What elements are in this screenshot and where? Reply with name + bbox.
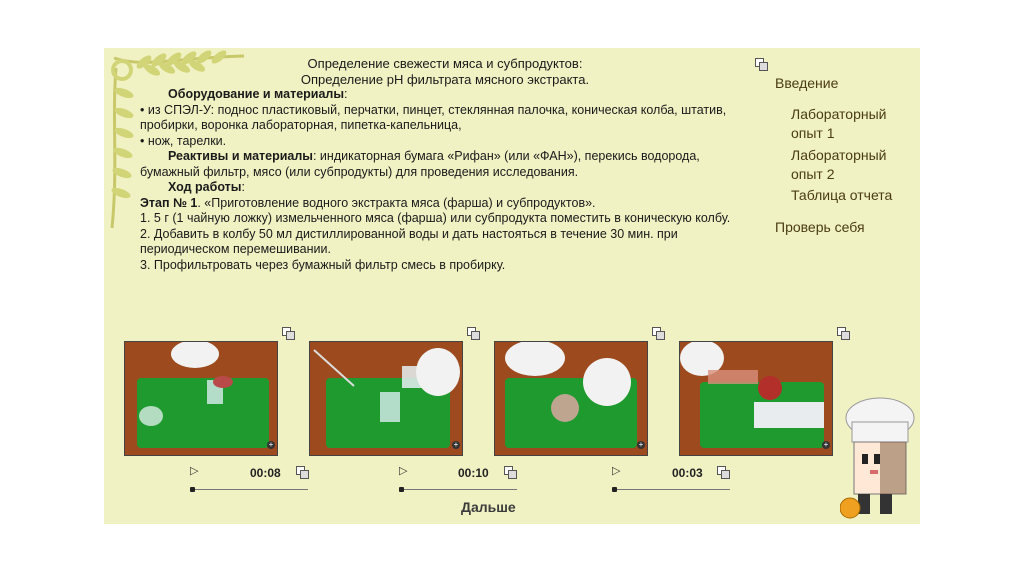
seek-knob[interactable]	[612, 487, 617, 492]
equipment-section: Оборудование и материалы:	[168, 87, 348, 101]
expand-icon[interactable]: +	[453, 440, 459, 449]
copy-icon[interactable]	[652, 327, 665, 340]
step-2: 2. Добавить в колбу 50 мл дистиллированной воды и дать настояться в течение 30 мин. при периодическом перемешивании.	[140, 226, 678, 256]
step-3: 3. Профильтровать через бумажный фильтр смесь в пробирку.	[140, 257, 506, 272]
equipment-heading: Оборудование и материалы	[168, 87, 345, 101]
equipment-item-2: • нож, тарелки.	[140, 133, 227, 148]
nav-lab2[interactable]: Лабораторный опыт 2	[791, 147, 887, 182]
copy-icon[interactable]	[296, 466, 309, 479]
copy-icon[interactable]	[282, 327, 295, 340]
slide	[104, 48, 920, 524]
seek-bar[interactable]	[612, 489, 730, 490]
stage-label: Этап № 1	[140, 195, 198, 210]
seek-knob[interactable]	[190, 487, 195, 492]
video-time: 00:10	[458, 466, 489, 480]
lesson-text	[140, 56, 750, 273]
next-button[interactable]: Дальше	[461, 499, 516, 515]
seek-knob[interactable]	[399, 487, 404, 492]
reagents-text: : индикаторная бумага «Рифан» (или «ФАН»), перекись водорода, бумажный фильтр, мясо (или субпродукты) для проведения исследования.	[140, 149, 700, 179]
play-icon[interactable]: ▷	[190, 465, 199, 477]
expand-icon[interactable]: +	[823, 440, 829, 449]
stage-line	[140, 196, 750, 212]
expand-icon[interactable]: +	[268, 440, 274, 449]
stage-text: . «Приготовление водного экстракта мяса (фарша) и субпродуктов».	[197, 195, 596, 210]
video-thumbnail-1[interactable]	[124, 341, 278, 456]
seek-bar[interactable]	[190, 489, 308, 490]
play-icon[interactable]: ▷	[612, 465, 621, 477]
expand-icon[interactable]: +	[638, 440, 644, 449]
step-1: 1. 5 г (1 чайную ложку) измельченного мяса (фарша) или субпродукта поместить в коническую колбу.	[140, 211, 731, 225]
chef-mascot	[840, 396, 920, 522]
copy-icon[interactable]	[837, 327, 850, 340]
video-thumbnail-4[interactable]	[679, 341, 833, 456]
equipment-item-1: • из СПЭЛ-У: поднос пластиковый, перчатки, пинцет, стеклянная палочка, коническая колба, штатив, пробирки, воронка лабораторная, пипетка-капельница,	[140, 102, 727, 132]
video-time: 00:03	[672, 466, 703, 480]
reagents-paragraph	[140, 149, 750, 180]
reagents-heading: Реактивы и материалы	[168, 149, 313, 163]
copy-icon[interactable]	[467, 327, 480, 340]
copy-icon[interactable]	[755, 58, 768, 71]
nav-intro[interactable]: Введение	[775, 75, 839, 91]
video-time: 00:08	[250, 466, 281, 480]
procedure-section: Ход работы:	[168, 180, 245, 194]
seek-bar[interactable]	[399, 489, 517, 490]
page-title: Определение свежести мяса и субпродуктов:	[307, 56, 583, 71]
nav-lab1[interactable]: Лабораторный опыт 1	[791, 106, 887, 141]
play-icon[interactable]: ▷	[399, 465, 408, 477]
video-thumbnail-2[interactable]	[309, 341, 463, 456]
page-subtitle: Определение рН фильтрата мясного экстракта.	[300, 71, 590, 87]
video-thumbnail-3[interactable]	[494, 341, 648, 456]
copy-icon[interactable]	[717, 466, 730, 479]
nav-check[interactable]: Проверь себя	[775, 219, 865, 235]
procedure-heading: Ход работы	[168, 180, 242, 194]
copy-icon[interactable]	[504, 466, 517, 479]
nav-report[interactable]: Таблица отчета	[791, 187, 893, 203]
